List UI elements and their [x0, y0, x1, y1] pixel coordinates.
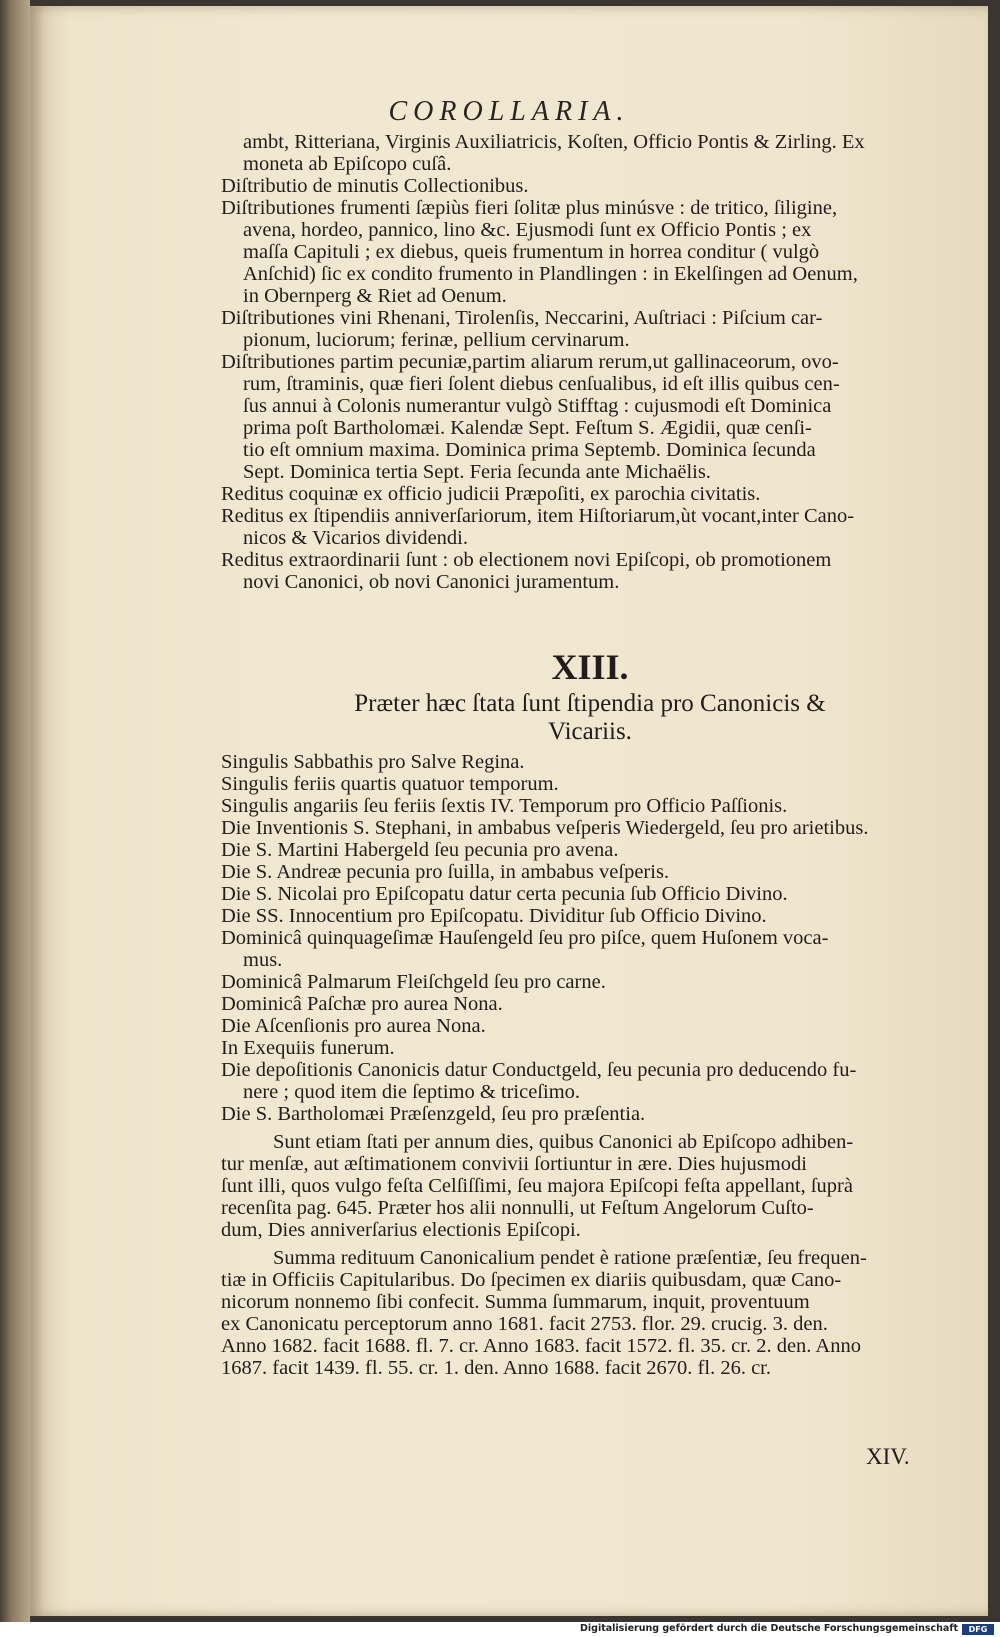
text-line: pionum, luciorum; ferinæ, pellium cervinarum.: [243, 329, 630, 351]
text-line: prima poſt Bartholomæi. Kalendæ Sept. Feſtum S. Ægidii, quæ cenſi-: [243, 417, 812, 439]
catchword: XIV.: [866, 1444, 910, 1469]
list-item: Die SS. Innocentium pro Epiſcopatu. Dividitur ſub Officio Divino.: [221, 905, 767, 927]
list-item: Dominicâ Palmarum Fleiſchgeld ſeu pro carne.: [221, 971, 606, 993]
footer-bar: [0, 1622, 1000, 1637]
running-header: COROLLARIA.: [388, 96, 630, 127]
text-line: in Obernperg & Riet ad Oenum.: [243, 285, 507, 307]
section-number: XIII.: [551, 647, 629, 687]
text-line: ſunt illi, quos vulgo feſta Celſiſſimi, ſeu majora Epiſcopi feſta appellant, ſuprà: [221, 1175, 853, 1197]
list-item: mus.: [243, 949, 283, 971]
text-line: Diſtributiones vini Rhenani, Tirolenſis, Neccarini, Auſtriaci : Piſcium car-: [221, 307, 823, 329]
list-item: Singulis angariis ſeu feriis ſextis IV. Temporum pro Officio Paſſionis.: [221, 795, 788, 817]
text-line: tio eſt omnium maxima. Dominica prima Septemb. Dominica ſecunda: [243, 439, 816, 461]
list-item: nere ; quod item die ſeptimo & triceſimo.: [243, 1081, 581, 1103]
list-item: Dominicâ Paſchæ pro aurea Nona.: [221, 993, 503, 1015]
text-line: Reditus ex ſtipendiis anniverſariorum, item Hiſtoriarum,ùt vocant,inter Cano-: [221, 505, 855, 527]
text-line: Sunt etiam ſtati per annum dies, quibus Canonici ab Epiſcopo adhiben-: [273, 1131, 854, 1153]
text-line: Summa redituum Canonicalium pendet è ratione præſentiæ, ſeu frequen-: [273, 1247, 867, 1269]
text-line: novi Canonici, ob novi Canonici juramentum.: [243, 571, 620, 593]
footer-credit: Digitalisierung gefördert durch die Deutsche Forschungsgemeinschaft: [580, 1623, 958, 1634]
list-item: Die S. Andreæ pecunia pro ſuilla, in ambabus veſperis.: [221, 861, 670, 883]
text-line: dum, Dies anniverſarius electionis Epiſcopi.: [221, 1219, 581, 1241]
text-line: moneta ab Epiſcopo cuſâ.: [243, 153, 452, 175]
previous-page-edge: [0, 0, 30, 1622]
text-line: Reditus extraordinarii ſunt : ob electionem novi Epiſcopi, ob promotionem: [221, 549, 832, 571]
text-line: Anno 1682. facit 1688. fl. 7. cr. Anno 1683. facit 1572. fl. 35. cr. 2. den. Anno: [221, 1335, 861, 1357]
book-page: [30, 6, 988, 1616]
text-line: recenſita pag. 645. Præter hos alii nonnulli, ut Feſtum Angelorum Cuſto-: [221, 1197, 814, 1219]
text-line: Diſtributio de minutis Collectionibus.: [221, 175, 529, 197]
text-line: ambt, Ritteriana, Virginis Auxiliatricis, Koſten, Officio Pontis & Zirling. Ex: [243, 131, 865, 153]
text-line: tiæ in Officiis Capitularibus. Do ſpecimen ex diariis quibusdam, quæ Cano-: [221, 1269, 842, 1291]
text-line: avena, hordeo, pannico, lino &c. Ejusmodi ſunt ex Officio Pontis ; ex: [243, 219, 812, 241]
dfg-logo: DFG: [962, 1624, 994, 1635]
text-line: 1687. facit 1439. fl. 55. cr. 1. den. Anno 1688. facit 2670. fl. 26. cr.: [221, 1357, 771, 1379]
text-line: nicos & Vicarios dividendi.: [243, 527, 468, 549]
list-item: Dominicâ quinquageſimæ Hauſengeld ſeu pro piſce, quem Huſonem voca-: [221, 927, 829, 949]
list-item: Die S. Nicolai pro Epiſcopatu datur certa pecunia ſub Officio Divino.: [221, 883, 788, 905]
list-item: Die Aſcenſionis pro aurea Nona.: [221, 1015, 486, 1037]
text-line: ex Canonicatu perceptorum anno 1681. facit 2753. flor. 29. crucig. 3. den.: [221, 1313, 828, 1335]
list-item: Die S. Bartholomæi Præſenzgeld, ſeu pro præſentia.: [221, 1103, 646, 1125]
list-item: Singulis Sabbathis pro Salve Regina.: [221, 751, 525, 773]
list-item: Singulis feriis quartis quatuor temporum.: [221, 773, 559, 795]
text-line: Sept. Dominica tertia Sept. Feria ſecunda ante Michaëlis.: [243, 461, 711, 483]
text-line: ſus annui à Colonis numerantur vulgò Stifftag : cujusmodi eſt Dominica: [243, 395, 832, 417]
text-line: Diſtributiones partim pecuniæ,partim aliarum rerum,ut gallinaceorum, ovo-: [221, 351, 839, 373]
text-line: Reditus coquinæ ex officio judicii Præpoſiti, ex parochia civitatis.: [221, 483, 761, 505]
list-item: Die S. Martini Habergeld ſeu pecunia pro avena.: [221, 839, 619, 861]
text-line: rum, ſtraminis, quæ fieri ſolent diebus cenſualibus, id eſt illis quibus cen-: [243, 373, 840, 395]
list-item: In Exequiis funerum.: [221, 1037, 395, 1059]
list-item: Die depoſitionis Canonicis datur Conductgeld, ſeu pecunia pro deducendo fu-: [221, 1059, 857, 1081]
text-line: Anſchid) ſic ex condito frumento in Plandlingen : in Ekelſingen ad Oenum,: [243, 263, 858, 285]
section-title-line2: Vicariis.: [548, 718, 632, 745]
text-line: Diſtributiones frumenti ſæpiùs fieri ſolitæ plus minúsve : de tritico, ſiligine,: [221, 197, 838, 219]
text-line: nicorum nonnemo ſibi confecit. Summa ſummarum, inquit, proventuum: [221, 1291, 810, 1313]
list-item: Die Inventionis S. Stephani, in ambabus veſperis Wiedergeld, ſeu pro arietibus.: [221, 817, 869, 839]
section-title-line1: Præter hæc ſtata ſunt ſtipendia pro Canonicis &: [354, 690, 826, 717]
text-line: maſſa Capituli ; ex diebus, queis frumentum in horrea conditur ( vulgò: [243, 241, 820, 263]
text-line: tur menſæ, aut æſtimationem convivii ſortiuntur in ære. Dies hujusmodi: [221, 1153, 807, 1175]
